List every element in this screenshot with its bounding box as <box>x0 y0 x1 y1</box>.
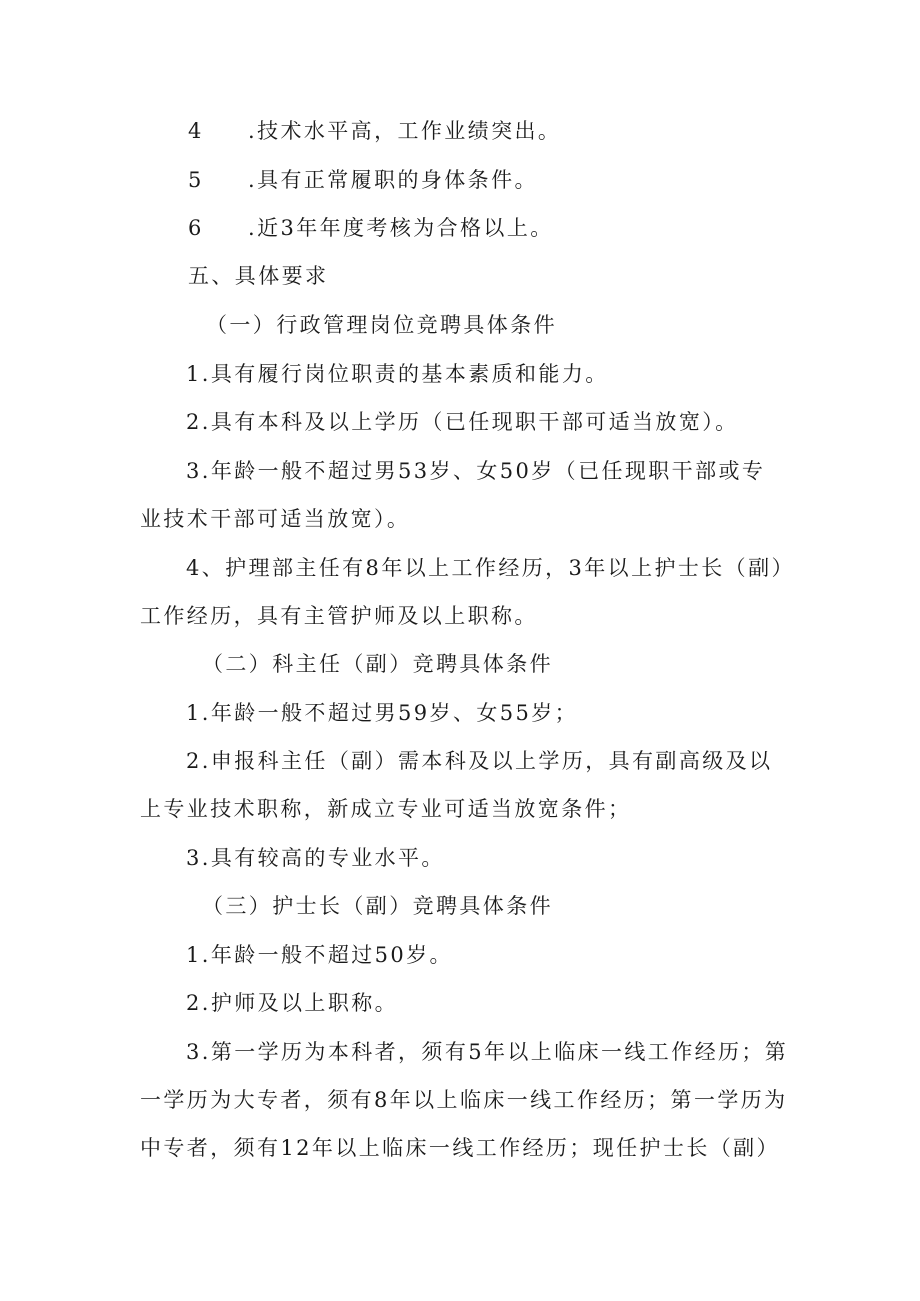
paragraph-line: 3.具有较高的专业水平。 <box>186 846 445 870</box>
paragraph-line: 1.年龄一般不超过50岁。 <box>186 943 453 967</box>
list-item <box>188 118 848 144</box>
paragraph-line: 中专者，须有12年以上临床一线工作经历；现任护士长（副） <box>140 1136 780 1160</box>
paragraph-line: 1.年龄一般不超过男59岁、女55岁； <box>186 701 579 725</box>
paragraph-line: 一学历为大专者，须有8年以上临床一线工作经历；第一学历为 <box>140 1088 788 1112</box>
subsection-heading: （三）护士长（副）竞聘具体条件 <box>202 894 553 918</box>
item-text: .近3年年度考核为合格以上。 <box>248 216 554 240</box>
paragraph-line: 2.具有本科及以上学历（已任现职干部可适当放宽）。 <box>186 410 739 434</box>
paragraph-line: 1.具有履行岗位职责的基本素质和能力。 <box>186 362 609 386</box>
item-number: 5 <box>188 168 204 192</box>
item-text: .技术水平高，工作业绩突出。 <box>248 119 562 143</box>
paragraph-line: 工作经历，具有主管护师及以上职称。 <box>140 604 538 628</box>
paragraph-line: 4、护理部主任有8年以上工作经历，3年以上护士长（副） <box>186 556 795 580</box>
subsection-heading: （二）科主任（副）竞聘具体条件 <box>202 652 553 676</box>
paragraph-line: 3.年龄一般不超过男53岁、女50岁（已任现职干部或专 <box>186 459 766 483</box>
paragraph-line: 3.第一学历为本科者，须有5年以上临床一线工作经历；第 <box>186 1040 789 1064</box>
list-item <box>188 167 848 193</box>
list-item <box>188 215 848 241</box>
section-heading: 五、具体要求 <box>188 264 329 288</box>
item-number: 4 <box>188 119 204 143</box>
paragraph-line: 业技术干部可适当放宽）。 <box>140 507 411 531</box>
paragraph-line: 上专业技术职称，新成立专业可适当放宽条件； <box>140 797 632 821</box>
subsection-heading: （一）行政管理岗位竞聘具体条件 <box>206 313 557 337</box>
paragraph-line: 2.申报科主任（副）需本科及以上学历，具有副高级及以 <box>186 749 773 773</box>
paragraph-line: 2.护师及以上职称。 <box>186 991 399 1015</box>
item-number: 6 <box>188 216 204 240</box>
item-text: .具有正常履职的身体条件。 <box>248 168 538 192</box>
